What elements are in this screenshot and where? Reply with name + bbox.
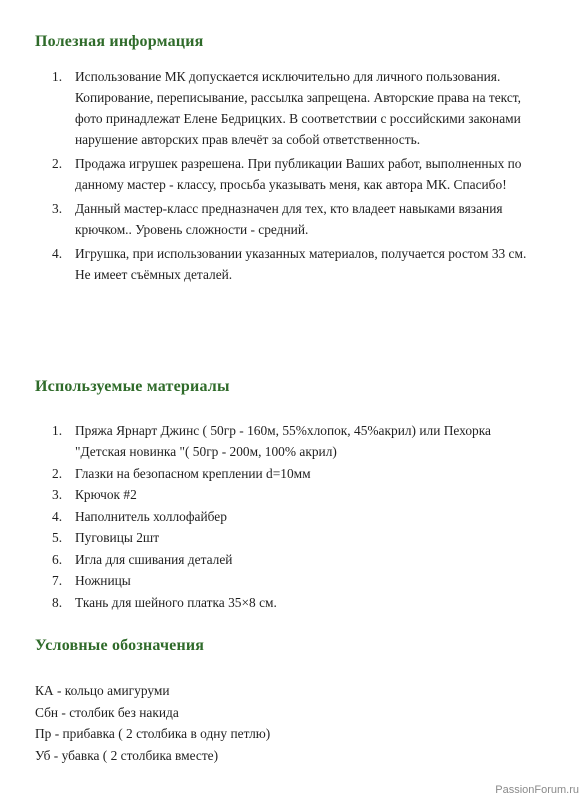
item-text: Игрушка, при использовании указанных материалов, получается ростом 33 см. Не имеет съёмных деталей. [75, 246, 527, 282]
item-number: 5. [52, 530, 63, 545]
watermark: PassionForum.ru [495, 784, 579, 796]
list-item [52, 66, 545, 150]
item-number: 1. [52, 423, 63, 438]
legend-item: Сбн - столбик без накида [35, 704, 179, 720]
legend-list [35, 680, 535, 766]
list-item [52, 198, 545, 240]
legend-item: КА - кольцо амигуруми [35, 683, 170, 698]
section-title-legend: Условные обозначения [35, 637, 205, 654]
list-item [52, 527, 545, 548]
item-text: Глазки на безопасном креплении d=10мм [75, 465, 311, 481]
materials-list [52, 420, 545, 613]
section-title-info: Полезная информация [35, 33, 204, 50]
item-number: 3. [52, 487, 63, 502]
item-text: Продажа игрушек разрешена. При публикации Ваших работ, выполненных по данному мастер - классу, просьба указывать меня, как автора МК. Спасибо! [75, 156, 522, 192]
item-number: 7. [52, 573, 63, 588]
item-text: Ножницы [75, 573, 131, 588]
list-item [52, 420, 545, 462]
item-text: Пряжа Ярнарт Джинс ( 50гр - 160м, 55%хлопок, 45%акрил) или Пехорка "Детская новинка "( 50гр - 200м, 100% акрил) [75, 423, 491, 459]
legend-item: Уб - убавка ( 2 столбика вместе) [35, 747, 219, 763]
list-item [52, 243, 545, 285]
item-number: 6. [52, 551, 63, 567]
item-text: Пуговицы 2шт [75, 530, 160, 545]
list-item [52, 549, 545, 570]
item-number: 3. [52, 201, 63, 216]
list-item [52, 570, 545, 591]
item-text: Игла для сшивания деталей [75, 551, 233, 567]
item-number: 1. [52, 69, 63, 84]
legend-item: Пр - прибавка ( 2 столбика в одну петлю) [35, 726, 271, 741]
section-title-materials: Используемые материалы [35, 378, 230, 395]
list-item [52, 592, 545, 613]
item-number: 4. [52, 246, 63, 261]
item-text: Крючок #2 [75, 487, 137, 502]
item-number: 2. [52, 156, 63, 171]
list-item [52, 484, 545, 505]
item-text: Использование МК допускается исключительно для личного пользования. Копирование, переписывание, рассылка запрещена. Авторские права на текст, фото принадлежат Елене Бедрицких. В соответствии с российскими законами нарушение авторских прав влечёт за собой ответственность. [75, 69, 521, 147]
item-text: Данный мастер-класс предназначен для тех, кто владеет навыками вязания крючком.. Уровень сложности - средний. [75, 201, 503, 237]
item-text: Ткань для шейного платка 35×8 см. [75, 594, 277, 610]
item-number: 4. [52, 508, 63, 524]
list-item [52, 506, 545, 527]
info-list [52, 66, 545, 288]
item-number: 8. [52, 594, 63, 610]
list-item [52, 463, 545, 484]
item-number: 2. [52, 465, 63, 481]
list-item [52, 153, 545, 195]
item-text: Наполнитель холлофайбер [75, 508, 227, 524]
